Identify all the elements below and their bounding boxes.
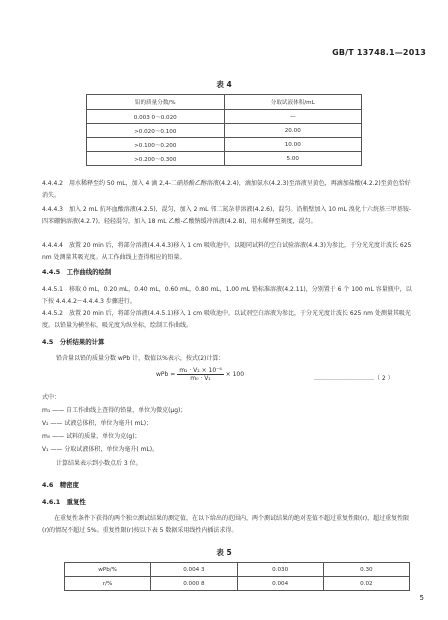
table-cell: >0.020～0.100 <box>87 124 225 138</box>
where-label: 式中： <box>42 394 61 401</box>
table-cell: 0.030 <box>237 563 323 577</box>
heading-4-5: 4.5 分析结果的计算 <box>42 338 105 346</box>
table-cell: 0.30 <box>323 563 409 577</box>
para-4-4-5-1: 4.4.5.1 移取 0 mL，0.20 mL，0.40 mL，0.60 mL，0.80 mL，1.00 mL 铅标准溶液(4.2.11)，分别置于 6 个 100 mL 容量瓶中，以下按 4.4.4.2～4.4.4.3 步骤进行。 <box>42 286 412 305</box>
formula-numerator: m₁ · V₂ × 10⁻⁶ <box>179 367 222 374</box>
page-number: 5 <box>419 594 424 602</box>
heading-4-4-5: 4.4.5 工作曲线的绘制 <box>42 268 112 276</box>
formula-fraction <box>177 367 224 382</box>
table-header-row <box>87 95 362 110</box>
table-cell: 10.00 <box>224 138 362 152</box>
where-item: V₁ —— 分取试液体积，单位为毫升( mL)。 <box>42 446 159 453</box>
where-item: V₂ —— 试液总体积，单位为毫升( mL)； <box>42 420 153 427</box>
para-4-4-4-2: 4.4.4.2 用水稀释至约 50 mL，加入 4 滴 2,4-二硝基酚乙醇溶液(4.2.4)，滴加氨水(4.2.3)至溶液呈黄色，再滴加盐酸(4.2.2)至黄色恰好消失。 <box>42 180 411 199</box>
formula-lhs: wPb = <box>156 371 176 378</box>
table5-caption: 表 5 <box>216 548 232 557</box>
table-row <box>65 563 410 577</box>
table-header-cell: 分取试液体积/mL <box>224 95 362 110</box>
formula <box>156 367 244 382</box>
heading-4-6: 4.6 精密度 <box>42 481 79 489</box>
table-row <box>87 152 362 166</box>
formula-times: × 100 <box>225 371 245 378</box>
table-cell: 0.003 0～0.020 <box>87 110 225 124</box>
heading-4-6-1: 4.6.1 重复性 <box>42 498 86 506</box>
formula-number: …………………………（ 2 ） <box>314 375 394 382</box>
table-cell: r/% <box>65 577 151 591</box>
table-row <box>87 110 362 124</box>
table-cell: 0.02 <box>323 577 409 591</box>
para-4-5: 铅含量以铅的质量分数 wPb 计，数值以%表示，按式(2)计算： <box>56 355 225 362</box>
result-note: 计算结果表示到小数点后 3 位。 <box>56 460 142 467</box>
para-4-4-4-4: 4.4.4.4 放置 20 min 后，将部分溶液(4.4.4.3)移入 1 cm 吸收池中，以随同试料的空白试验溶液(4.4.3)为参比，于分光光度计波长 625 nm 处测量其吸光度。从工作曲线上查得相应的铅量。 <box>42 242 412 261</box>
table4-caption: 表 4 <box>216 80 232 89</box>
where-item: m₀ —— 试料的质量，单位为克(g)； <box>42 433 141 440</box>
para-4-4-5-2: 4.4.5.2 放置 20 min 后，将部分溶液(4.4.5.1)移入 1 cm 吸收池中，以试剂空白溶液为参比，于分光光度计波长 625 nm 处测量其吸光度。以铅量为横坐标，吸光度为纵坐标，绘制工作曲线。 <box>42 310 411 329</box>
formula-denominator: m₀ · V₁ <box>190 375 211 382</box>
table-cell: >0.100～0.200 <box>87 138 225 152</box>
table-cell: 5.00 <box>224 152 362 166</box>
table-cell: 20.00 <box>224 124 362 138</box>
standard-number: GB/T 13748.1—2013 <box>332 48 426 57</box>
table-cell: — <box>224 110 362 124</box>
para-4-4-4-3: 4.4.4.3 加入 2 mL 抗坏血酸溶液(4.2.5)，混匀，加入 2 mL 邻二氮杂菲溶液(4.2.6)，混匀。沿瓶壁加入 10 mL 溴化十六烷基三甲基铵-四苯硼钠溶液(4.2.7)，轻轻混匀，加入 18 mL 乙酸-乙酸钠缓冲溶液(4.2.8)，用水稀释至刻度，混匀。 <box>42 206 412 225</box>
table-cell: 0.000 8 <box>151 577 237 591</box>
table-header-cell: 铅的质量分数/% <box>87 95 225 110</box>
table5 <box>64 562 410 591</box>
table-cell: 0.004 3 <box>151 563 237 577</box>
table-row <box>65 577 410 591</box>
table4 <box>86 94 362 166</box>
where-item: m₁ —— 自工作曲线上查得的铅量，单位为微克(μg)； <box>42 407 187 414</box>
table-row <box>87 124 362 138</box>
para-4-6-1: 在重复性条件下获得的两个独立测试结果的测定值，在以下给出的范围内，两个测试结果的绝对差值不超过重复性限(r)，超过重复性限(r)的情况不超过 5%。重复性限(r)按以下表 5 数据采用线性内插法求得。 <box>42 515 410 534</box>
table-cell: >0.200～0.300 <box>87 152 225 166</box>
table-cell: 0.004 <box>237 577 323 591</box>
table-row <box>87 138 362 152</box>
table-cell: wPb/% <box>65 563 151 577</box>
